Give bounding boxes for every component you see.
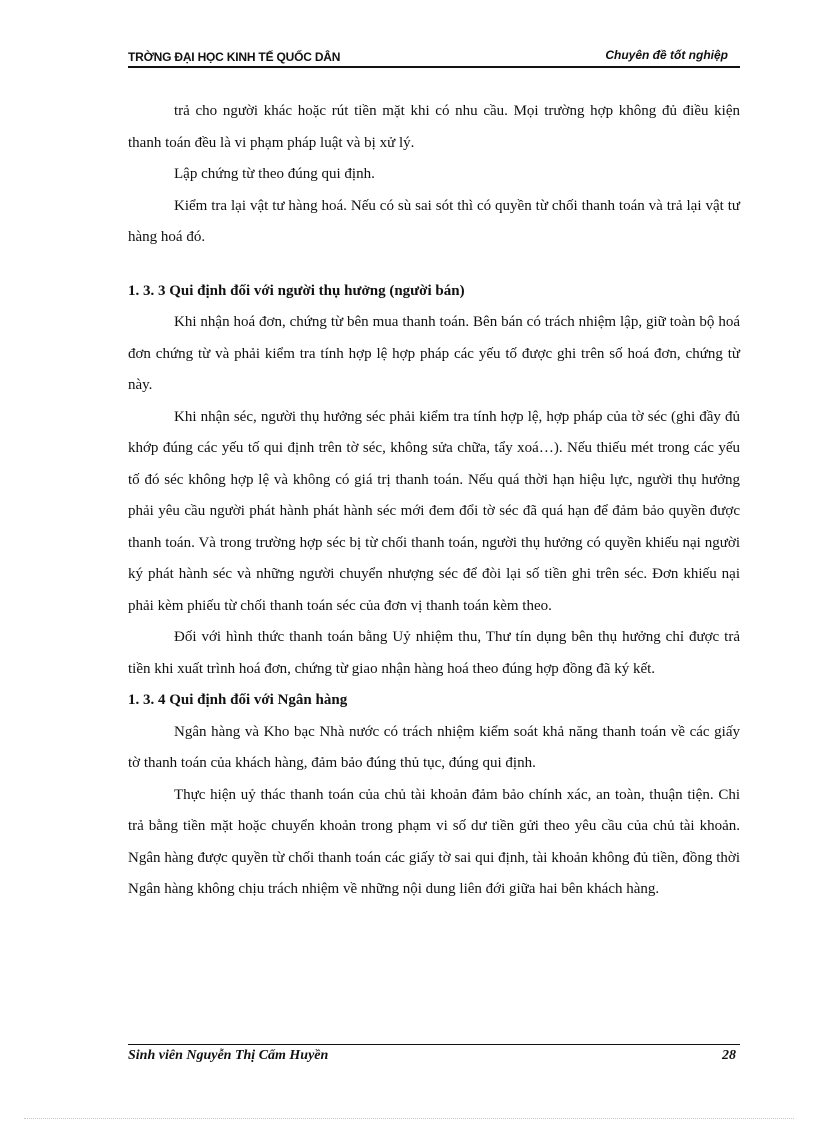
section-gap [128,254,740,276]
section-heading: 1. 3. 3 Qui định đối với người thụ hưởng (người bán) [128,282,465,299]
document-type: Chuyên đề tốt nghiệp [605,48,728,62]
page-body [128,96,740,906]
paragraph: Kiểm tra lại vật tư hàng hoá. Nếu có sù sai sót thì có quyền từ chối thanh toán và trả lại vật tư hàng hoá đó. [128,197,740,245]
paragraph: Lập chứng từ theo đúng qui định. [174,166,375,182]
paragraph: Đối với hình thức thanh toán bằng Uỷ nhiệm thu, Thư tín dụng bên thụ hưởng chỉ được trả tiền khi xuất trình hoá đơn, chứng từ giao nhận hàng hoá theo đúng hợp đồng đã ký kết. [128,629,740,677]
page-footer [128,1044,740,1069]
paragraph: Khi nhận séc, người thụ hưởng séc phải kiểm tra tính hợp lệ, hợp pháp của tờ séc (ghi đầy đủ khớp đúng các yếu tố qui định trên tờ séc, không sửa chữa, tẩy xoá…). Nếu thiếu mét trong các yếu tố đó séc không hợp lệ và không có giá trị thanh toán. Nếu quá thời hạn hiệu lực, người thụ hưởng phải yêu cầu người phát hành phát hành séc mới đem đổi tờ séc đã quá hạn để đảm bảo quyền được thanh toán. Và trong trường hợp séc bị từ chối thanh toán, người thụ hưởng có quyền khiếu nại người ký phát hành séc và những người chuyển nhượng séc để đòi lại số tiền ghi trên séc. Đơn khiếu nại phải kèm phiếu từ chối thanh toán séc của đơn vị thanh toán kèm theo. [128,408,740,614]
paragraph: trả cho người khác hoặc rút tiền mặt khi có nhu cầu. Mọi trường hợp không đủ điều kiện thanh toán đều là vi phạm pháp luật và bị xử lý. [128,103,740,151]
page-header [128,48,740,68]
section-heading: 1. 3. 4 Qui định đối với Ngân hàng [128,692,348,708]
paragraph: Ngân hàng và Kho bạc Nhà nước có trách nhiệm kiểm soát khả năng thanh toán về các giấy tờ thanh toán của khách hàng, đảm bảo đúng thủ tục, đúng qui định. [128,723,740,771]
page-edge-divider [24,1118,794,1119]
page-number: 28 [722,1048,736,1063]
paragraph: Thực hiện uỷ thác thanh toán của chủ tài khoản đảm bảo chính xác, an toàn, thuận tiện. Chi trả bằng tiền mặt hoặc chuyển khoản trong phạm vi số dư tiền gửi theo yêu cầu của chủ tài khoản. Ngân hàng được quyền từ chối thanh toán các giấy tờ sai qui định, tài khoản không đủ tiền, đồng thời Ngân hàng không chịu trách nhiệm về những nội dung liên đới giữa hai bên khách hàng. [128,786,740,897]
student-name: Sinh viên Nguyễn Thị Cẩm Huyền [128,1048,329,1063]
paragraph: Khi nhận hoá đơn, chứng từ bên mua thanh toán. Bên bán có trách nhiệm lập, giữ toàn bộ hoá đơn chứng từ và phải kiểm tra tính hợp lệ hợp pháp các yếu tố được ghi trên số hoá đơn, chứng từ này. [128,314,740,393]
university-name: TRỜNG ĐẠI HỌC KINH TẾ QUỐC DÂN [128,50,341,64]
